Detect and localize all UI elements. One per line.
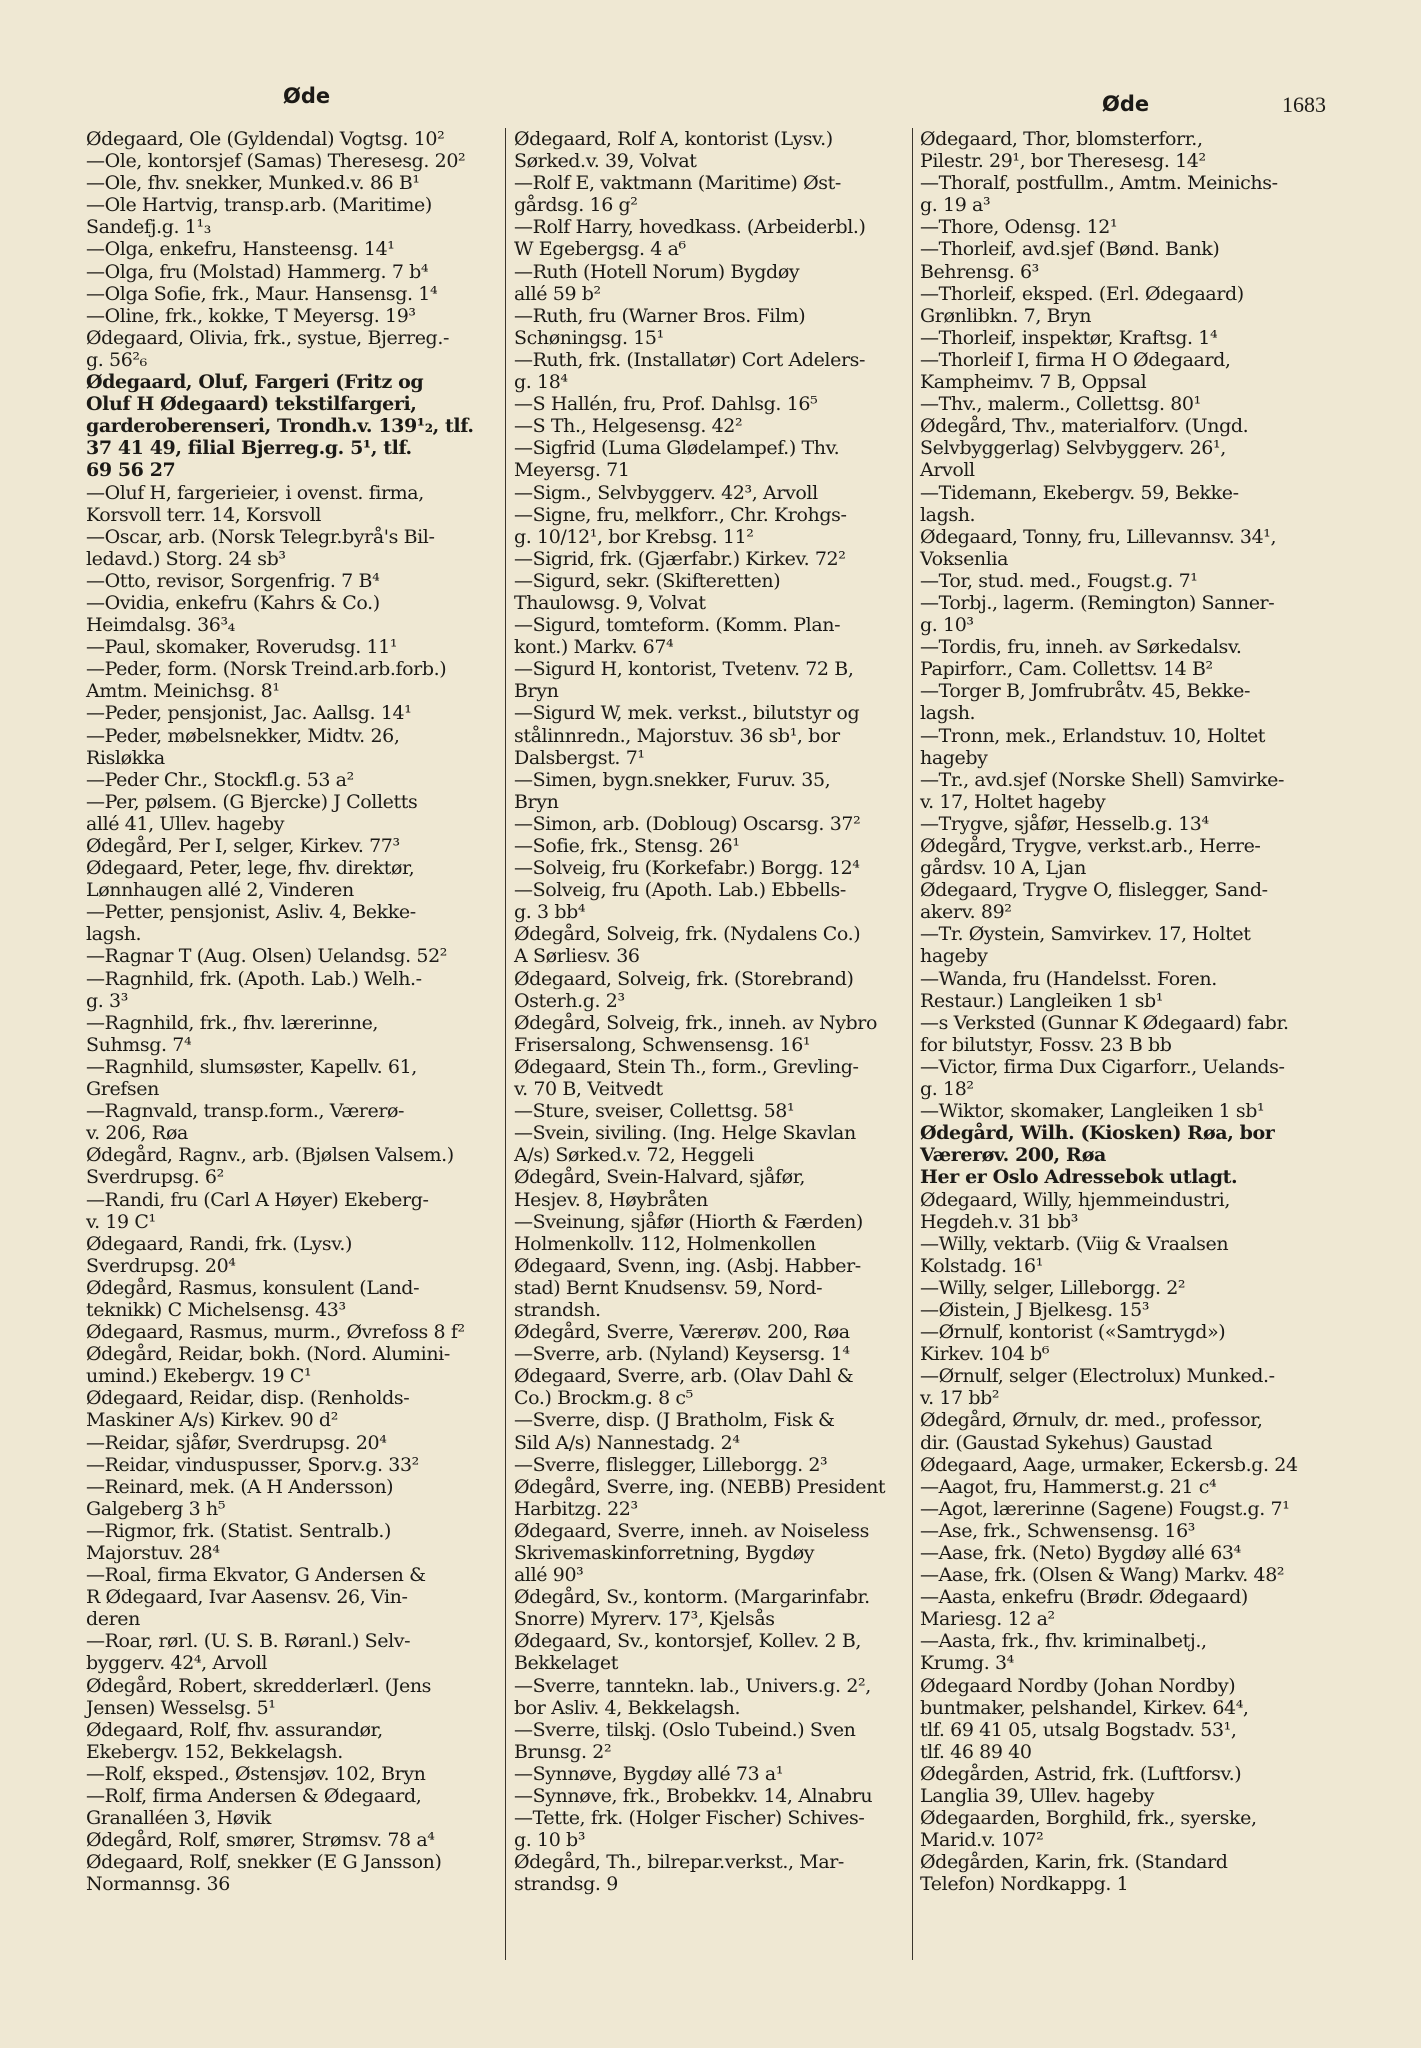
directory-entry: Ødegaard, Thor, blomsterforr., Pilestr. 29¹, bor Theresesg. 14²: [920, 128, 1206, 173]
directory-entry: Ødegaard, Reidar, disp. (Renholds- Maskiner A/s) Kirkev. 90 d²: [86, 1387, 410, 1432]
directory-entry: —Tr., avd.sjef (Norske Shell) Samvirke- v. 17, Holtet hageby: [920, 768, 1285, 813]
directory-entry: —Victor, firma Dux Cigarforr., Uelands- g. 18²: [920, 1055, 1285, 1101]
directory-entry: —Thorleif, inspektør, Kraftsg. 1⁴: [920, 326, 1218, 349]
directory-entry: Ødegaard, Svenn, ing. (Asbj. Habber- stad) Bernt Knudsensv. 59, Nord- strandsh.: [514, 1254, 861, 1321]
directory-entry: —Sture, sveiser, Collettsg. 58¹: [514, 1100, 795, 1123]
directory-entry: —Sigurd, sekr. (Skifteretten) Thaulowsg. 9, Volvat: [514, 569, 781, 614]
directory-entry: —Ole, fhv. snekker, Munked.v. 86 B¹: [86, 172, 420, 195]
directory-entry: —Roal, firma Ekvator, G Andersen & R Ødegaard, Ivar Aasensv. 26, Vin- deren: [86, 1564, 426, 1631]
directory-entry: —Aagot, fru, Hammerst.g. 21 c⁴: [920, 1475, 1217, 1498]
directory-entry: —Torbj., lagerm. (Remington) Sanner- g. 10³: [920, 591, 1275, 637]
directory-entry: —Thorleif, eksped. (Erl. Ødegaard) Grønlibkn. 7, Bryn: [920, 282, 1244, 327]
directory-entry: Ødegård, Sverre, ing. (NEBB) President Harbitzg. 22³: [514, 1475, 886, 1520]
directory-entry: —Tor, stud. med., Fougst.g. 7¹: [920, 569, 1198, 592]
directory-entry: Ødegård, Trygve, verkst.arb., Herre- gårdsv. 10 A, Ljan: [920, 835, 1261, 880]
directory-entry: —Olga, enkefru, Hansteensg. 14¹: [86, 238, 395, 261]
directory-entry: Ødegård, Per I, selger, Kirkev. 77³: [86, 835, 400, 857]
directory-entry: Ødegård, Rasmus, konsulent (Land- teknikk) C Michelsensg. 43³: [86, 1276, 420, 1321]
directory-entry: —Agot, lærerinne (Sagene) Fougst.g. 7¹: [920, 1497, 1290, 1520]
directory-entry: —Olga, fru (Molstad) Hammerg. 7 b⁴: [86, 260, 429, 283]
directory-entry: —Oline, frk., kokke, T Meyersg. 19³: [86, 304, 416, 327]
directory-entry: Ødegaard Nordby (Johan Nordby) buntmaker, pelshandel, Kirkev. 64⁴, tlf. 69 41 05, utsalg Bogstadv. 53¹, tlf. 46 89 40: [920, 1674, 1249, 1763]
directory-entry: —Synnøve, frk., Brobekkv. 14, Alnabru: [514, 1785, 873, 1808]
running-head-left: Øde: [283, 84, 331, 108]
directory-entry: Ødegård, Thv., materialforv. (Ungd. Selvbyggerlag) Selvbyggerv. 26¹, Arvoll: [920, 415, 1249, 482]
directory-entry: Ødegaard, Sverre, arb. (Olav Dahl & Co.) Brockm.g. 8 c⁵: [514, 1365, 854, 1410]
directory-entry: —Thore, Odensg. 12¹: [920, 216, 1118, 239]
directory-entry: Ødegaard, Rasmus, murm., Øvrefoss 8 f²: [86, 1321, 465, 1344]
directory-entry: —Sofie, frk., Stensg. 26¹: [514, 835, 740, 857]
directory-entry: —Sverre, tilskj. (Oslo Tubeind.) Sven Brunsg. 2²: [514, 1718, 856, 1763]
directory-entry: —Thorleif I, firma H O Ødegaard, Kampheimv. 7 B, Oppsal: [920, 348, 1231, 394]
directory-entry: Ødegaard, Randi, frk. (Lysv.) Sverdrupsg. 20⁴: [86, 1232, 352, 1277]
directory-entry: —Olga Sofie, frk., Maur. Hansensg. 1⁴: [86, 282, 438, 305]
directory-entry: —Ørnulf, selger (Electrolux) Munked.- v. 17 bb²: [920, 1365, 1275, 1410]
directory-entry: —Aase, frk. (Olsen & Wang) Markv. 48²: [920, 1564, 1285, 1587]
directory-entry: Ødegården, Karin, frk. (Standard Telefon) Nordkappg. 1: [920, 1851, 1228, 1896]
directory-entry: —s Verksted (Gunnar K Ødegaard) fabr. for bilutstyr, Fossv. 23 B bb: [920, 1011, 1289, 1056]
directory-entry: Ødegård, Sverre, Værerøv. 200, Røa: [514, 1321, 850, 1344]
directory-entry: Ødegård, Rolf, smører, Strømsv. 78 a⁴: [86, 1829, 435, 1852]
directory-entry: —Tordis, fru, inneh. av Sørkedalsv. Papirforr., Cam. Collettsv. 14 B²: [920, 636, 1242, 681]
directory-entry: Ødegaard, Ole (Gyldendal) Vogtsg. 10²: [86, 128, 445, 150]
directory-entry: —Rolf Harry, hovedkass. (Arbeiderbl.) W Egebergsg. 4 a⁶: [514, 216, 866, 261]
directory-entry: Ødegaard, Willy, hjemmeindustri, Hegdeh.v. 31 bb³: [920, 1188, 1230, 1233]
directory-entry: —Trygve, sjåfør, Hesselb.g. 13⁴: [920, 812, 1209, 835]
directory-entry: —Paul, skomaker, Roverudsg. 11¹: [86, 636, 398, 659]
directory-entry: Ødegård, Sv., kontorm. (Margarinfabr. Snorre) Myrerv. 17³, Kjelsås: [514, 1586, 870, 1631]
directory-entry: Ødegaard, Stein Th., form., Grevling- v. 70 B, Veitvedt: [514, 1055, 859, 1101]
directory-entry: —S Th., Helgesensg. 42²: [514, 415, 743, 438]
directory-entry: —Tidemann, Ekebergv. 59, Bekke- lagsh.: [920, 481, 1239, 526]
directory-entry: —Per, pølsem. (G Bjercke) J Colletts allé 41, Ullev. hageby: [86, 790, 418, 835]
directory-entry: Ødegård, Reidar, bokh. (Nord. Alumini- umind.) Ekebergv. 19 C¹: [86, 1343, 450, 1388]
directory-entry: Ødegård, Svein-Halvard, sjåfør, Hesjev. 8, Høybråten: [514, 1166, 805, 1211]
directory-entry: —Oluf H, fargerieier, i ovenst. firma, Korsvoll terr. 14, Korsvoll: [86, 481, 424, 526]
directory-entry: —Sveinung, sjåfør (Hiorth & Færden) Holmenkollv. 112, Holmenkollen: [514, 1210, 863, 1255]
directory-entry: Ødegård, Solveig, frk., inneh. av Nybro Frisersalong, Schwensensg. 16¹: [514, 1011, 878, 1056]
directory-entry: —Ragnhild, slumsøster, Kapellv. 61, Grefsen: [86, 1055, 417, 1101]
directory-entry: —Rolf, firma Andersen & Ødegaard, Granalléen 3, Høvik: [86, 1785, 422, 1830]
directory-column-2: [514, 128, 918, 1896]
directory-entry: Ødegaard, Trygve O, flislegger, Sand- akerv. 89²: [920, 879, 1268, 924]
directory-entry: —Sigurd H, kontorist, Tvetenv. 72 B, Bryn: [514, 658, 854, 703]
directory-entry: Ødegården, Astrid, frk. (Luftforsv.) Langlia 39, Ullev. hageby: [920, 1762, 1242, 1808]
directory-entry: Ødegård, Ragnv., arb. (Bjølsen Valsem.) Sverdrupsg. 6²: [86, 1144, 454, 1189]
directory-entry: —Sverre, arb. (Nyland) Keysersg. 1⁴: [514, 1343, 850, 1366]
directory-entry: —Sigm., Selvbyggerv. 42³, Arvoll: [514, 481, 818, 504]
directory-entry: —Ragnvald, transp.form., Værerø- v. 206, Røa: [86, 1100, 405, 1145]
directory-entry: —Ragnhild, frk., fhv. lærerinne, Suhmsg. 7⁴: [86, 1011, 379, 1056]
running-head-right: Øde: [1102, 92, 1150, 116]
directory-entry: —Ole Hartvig, transp.arb. (Maritime) Sandefj.g. 1¹₃: [86, 194, 432, 239]
directory-column-3: [920, 128, 1320, 1896]
directory-entry: —Sverre, tanntekn. lab., Univers.g. 2², bor Asliv. 4, Bekkelagsh.: [514, 1674, 871, 1719]
directory-entry: Ødegaard, Tonny, fru, Lillevannsv. 34¹, Voksenlia: [920, 525, 1277, 570]
directory-entry: Ødegaard, Solveig, frk. (Storebrand) Osterh.g. 2³: [514, 967, 854, 1012]
directory-entry: Ødegaard, Rolf, snekker (E G Jansson) Normannsg. 36: [86, 1851, 442, 1896]
directory-entry: —Sigurd W, mek. verkst., bilutstyr og stålinnredn., Majorstuv. 36 sb¹, bor Dalsbergst. 7¹: [514, 702, 860, 769]
directory-entry: Ødegaard, Aage, urmaker, Eckersb.g. 24: [920, 1453, 1298, 1476]
directory-entry: —Ovidia, enkefru (Kahrs & Co.) Heimdalsg. 36³₄: [86, 591, 380, 637]
directory-entry: —Sigurd, tomteform. (Komm. Plan- kont.) Markv. 67⁴: [514, 614, 841, 659]
directory-entry: —Petter, pensjonist, Asliv. 4, Bekke- lagsh.: [86, 901, 416, 946]
directory-entry: —Torger B, Jomfrubråtv. 45, Bekke- lagsh.: [920, 680, 1251, 725]
directory-entry: —Peder, pensjonist, Jac. Aallsg. 14¹: [86, 702, 412, 725]
directory-entry: —Wiktor, skomaker, Langleiken 1 sb¹: [920, 1100, 1265, 1123]
directory-entry: —Tronn, mek., Erlandstuv. 10, Holtet hageby: [920, 724, 1266, 769]
directory-entry: —Tette, frk. (Holger Fischer) Schives- g. 10 b³: [514, 1807, 865, 1852]
directory-entry: —Rolf, eksped., Østensjøv. 102, Bryn: [86, 1762, 426, 1785]
directory-entry: —Randi, fru (Carl A Høyer) Ekeberg- v. 19 C¹: [86, 1188, 429, 1233]
directory-entry: —S Hallén, fru, Prof. Dahlsg. 16⁵: [514, 393, 818, 416]
directory-entry: —Ruth, frk. (Installatør) Cort Adelers- g. 18⁴: [514, 348, 865, 394]
directory-entry: —Reidar, vinduspusser, Sporv.g. 33²: [86, 1453, 419, 1476]
directory-entry: —Aasta, frk., fhv. kriminalbetj., Krumg. 3⁴: [920, 1630, 1207, 1675]
directory-entry: —Sigrid, frk. (Gjærfabr.) Kirkev. 72²: [514, 547, 846, 570]
directory-entry: —Oscar, arb. (Norsk Telegr.byrå's Bil- ledavd.) Storg. 24 sb³: [86, 525, 435, 570]
directory-entry: —Ragnhild, frk. (Apoth. Lab.) Welh.- g. 3³: [86, 967, 422, 1012]
directory-entry: —Simen, bygn.snekker, Furuv. 35, Bryn: [514, 768, 831, 813]
directory-entry: Ødegård, Solveig, frk. (Nydalens Co.) A Sørliesv. 36: [514, 923, 861, 968]
directory-entry: Her er Oslo Adressebok utlagt.: [920, 1166, 1238, 1189]
directory-entry: —Peder Chr., Stockfl.g. 53 a²: [86, 768, 354, 791]
directory-entry: Ødegaard, Sverre, inneh. av Noiseless Skrivemaskinforretning, Bygdøy allé 90³: [514, 1519, 869, 1587]
directory-entry: Ødegaarden, Borghild, frk., syerske, Marid.v. 107²: [920, 1807, 1257, 1852]
directory-entry: —Tr. Øystein, Samvirkev. 17, Holtet hageby: [920, 923, 1251, 968]
directory-entry: —Ruth, fru (Warner Bros. Film) Schøningsg. 15¹: [514, 304, 806, 349]
directory-entry: —Sverre, flislegger, Lilleborgg. 2³: [514, 1453, 828, 1476]
directory-entry: —Ruth (Hotell Norum) Bygdøy allé 59 b²: [514, 260, 800, 305]
directory-entry: —Willy, vektarb. (Viig & Vraalsen Kolstadg. 16¹: [920, 1232, 1229, 1277]
column-divider: [505, 128, 506, 1960]
directory-entry: —Reinard, mek. (A H Andersson) Galgeberg 3 h⁵: [86, 1475, 394, 1520]
directory-entry: —Thv., malerm., Collettsg. 80¹: [920, 393, 1201, 416]
directory-entry: —Solveig, fru (Korkefabr.) Borgg. 12⁴: [514, 857, 860, 880]
directory-column-1: [86, 128, 502, 1896]
directory-entry: —Wanda, fru (Handelsst. Foren. Restaur.) Langleiken 1 sb¹: [920, 967, 1217, 1012]
directory-entry: Ødegård, Wilh. (Kiosken) Røa, bor Værerøv. 200, Røa: [920, 1122, 1275, 1167]
directory-entry: —Thoralf, postfullm., Amtm. Meinichs- g. 19 a³: [920, 172, 1278, 217]
directory-entry: —Thorleif, avd.sjef (Bønd. Bank) Behrensg. 6³: [920, 238, 1220, 283]
directory-entry: —Sigfrid (Luma Glødelampef.) Thv. Meyersg. 71: [514, 437, 840, 482]
directory-entry: Ødegård, Th., bilrepar.verkst., Mar- strandsg. 9: [514, 1851, 844, 1896]
directory-entry: —Ase, frk., Schwensensg. 16³: [920, 1519, 1195, 1542]
directory-entry: Ødegaard, Peter, lege, fhv. direktør, Lønnhaugen allé 2, Vinderen: [86, 857, 415, 902]
page-number: 1683: [1282, 92, 1326, 117]
directory-entry: Ødegård, Ørnulv, dr. med., professor, dir. (Gaustad Sykehus) Gaustad: [920, 1409, 1263, 1454]
directory-entry: Ødegaard, Rolf A, kontorist (Lysv.) Sørked.v. 39, Volvat: [514, 128, 833, 173]
directory-entry: Ødegård, Robert, skredderlærl. (Jens Jensen) Wesselsg. 5¹: [86, 1674, 432, 1719]
directory-entry: —Ole, kontorsjef (Samas) Theresesg. 20²: [86, 150, 466, 173]
directory-entry: —Sverre, disp. (J Bratholm, Fisk & Sild A/s) Nannestadg. 2⁴: [514, 1409, 835, 1454]
directory-entry: —Synnøve, Bygdøy allé 73 a¹: [514, 1762, 784, 1785]
directory-entry: —Rolf E, vaktmann (Maritime) Øst- gårdsg. 16 g²: [514, 172, 841, 217]
directory-entry: —Otto, revisor, Sorgenfrig. 7 B⁴: [86, 569, 380, 592]
directory-entry: —Signe, fru, melkforr., Chr. Krohgs- g. 10/12¹, bor Krebsg. 11²: [514, 503, 847, 548]
directory-entry: —Aasta, enkefru (Brødr. Ødegaard) Mariesg. 12 a²: [920, 1586, 1248, 1631]
directory-entry: —Roar, rørl. (U. S. B. Røranl.) Selv- byggerv. 42⁴, Arvoll: [86, 1630, 411, 1675]
directory-entry: Ødegaard, Oluf, Fargeri (Fritz og Oluf H Ødegaard) tekstilfargeri, garderoberenseri, Trondh.v. 139¹₂, tlf. 37 41 49, filial Bjerreg.g. 5¹, tlf. 69 56 27: [86, 371, 474, 482]
directory-entry: Ødegaard, Olivia, frk., systue, Bjerreg.- g. 56²₆: [86, 326, 449, 371]
directory-entry: —Reidar, sjåfør, Sverdrupsg. 20⁴: [86, 1431, 387, 1454]
directory-entry: —Øistein, J Bjelkesg. 15³: [920, 1298, 1150, 1321]
directory-entry: —Ragnar T (Aug. Olsen) Uelandsg. 52²: [86, 945, 448, 968]
directory-entry: —Ørnulf, kontorist («Samtrygd») Kirkev. 104 b⁶: [920, 1321, 1226, 1366]
directory-entry: —Peder, møbelsnekker, Midtv. 26, Risløkka: [86, 724, 400, 769]
directory-entry: —Simon, arb. (Dobloug) Oscarsg. 37²: [514, 812, 861, 835]
directory-entry: —Svein, siviling. (Ing. Helge Skavlan A/s) Sørked.v. 72, Heggeli: [514, 1122, 856, 1167]
directory-entry: —Aase, frk. (Neto) Bygdøy allé 63⁴: [920, 1542, 1241, 1564]
directory-entry: —Solveig, fru (Apoth. Lab.) Ebbells- g. 3 bb⁴: [514, 879, 846, 924]
directory-entry: —Rigmor, frk. (Statist. Sentralb.) Majorstuv. 28⁴: [86, 1519, 391, 1564]
directory-entry: Ødegaard, Rolf, fhv. assurandør, Ekebergv. 152, Bekkelagsh.: [86, 1718, 383, 1763]
directory-entry: Ødegaard, Sv., kontorsjef, Kollev. 2 B, Bekkelaget: [514, 1630, 862, 1675]
directory-entry: —Willy, selger, Lilleborgg. 2²: [920, 1276, 1186, 1299]
directory-entry: —Peder, form. (Norsk Treind.arb.forb.) Amtm. Meinichsg. 8¹: [86, 658, 447, 703]
